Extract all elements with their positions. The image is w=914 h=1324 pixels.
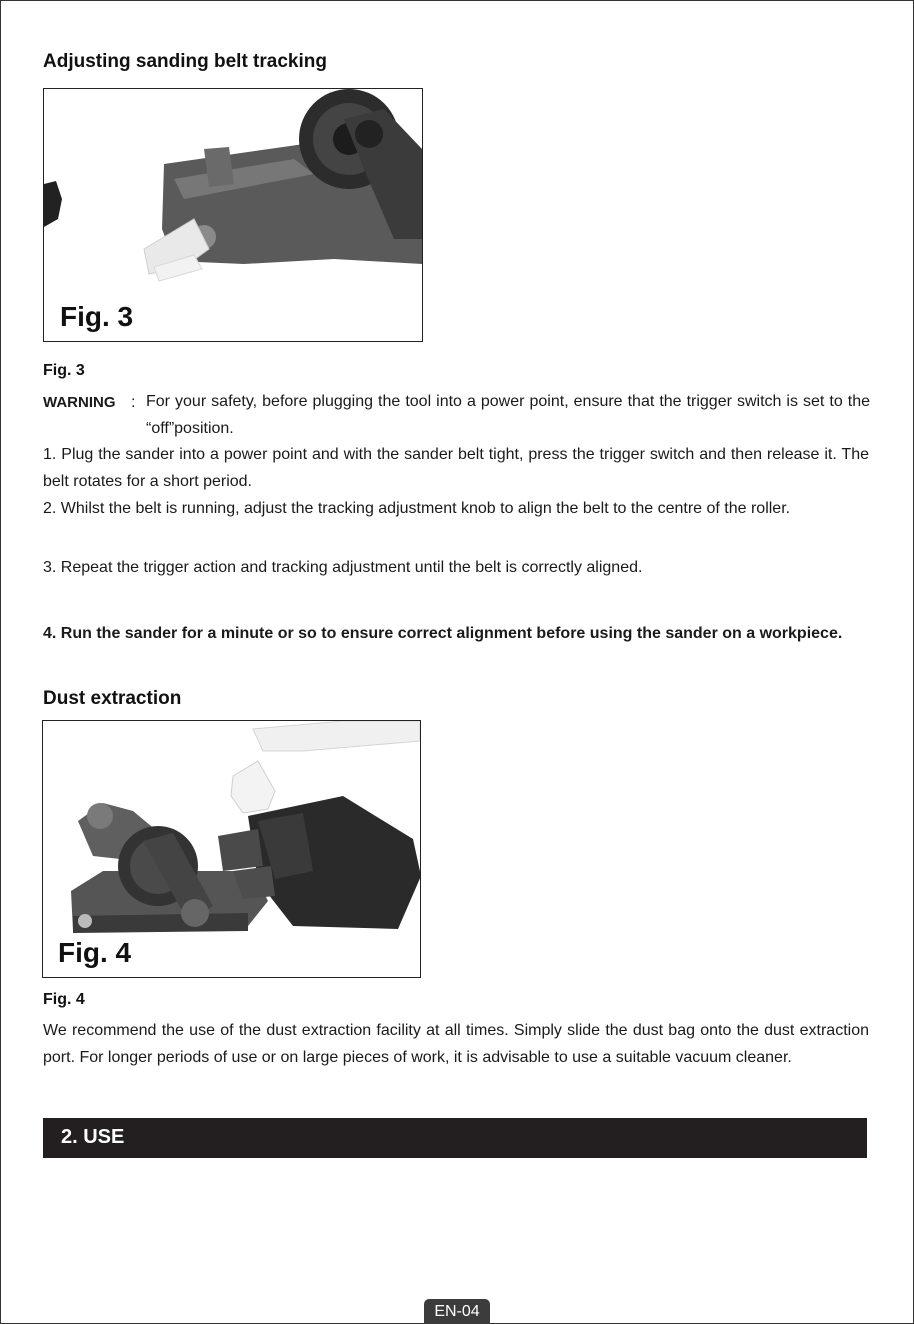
figure-3 [43,88,423,342]
section-bar [43,1118,867,1158]
step-4: 4. Run the sander for a minute or so to ensure correct alignment before using the sander on a workpiece. [43,625,843,642]
dust-heading: Dust extraction [43,688,182,709]
warning-colon: : [131,394,136,411]
figure-3-label: Fig. 3 [60,301,134,332]
dust-paragraph: We recommend the use of the dust extraction facility at all times. Simply slide the dust bag onto the dust extraction port. For longer periods of use or on large pieces of work, it is advisable to use a suitable vacuum cleaner. [43,1022,869,1066]
warning-text: For your safety, before plugging the tool into a power point, ensure that the trigger switch is set to the “off”position. [146,393,870,437]
step-3: 3. Repeat the trigger action and tracking adjustment until the belt is correctly aligned. [43,559,643,576]
figure-4 [42,720,421,978]
page-number: EN-04 [424,1299,490,1324]
warning-label: WARNING [43,394,116,411]
step-1: 1. Plug the sander into a power point and with the sander belt tight, press the trigger switch and then release it. The belt rotates for a short period. [43,446,869,490]
section-bar-title: 2. USE [61,1126,125,1148]
step-2: 2. Whilst the belt is running, adjust the tracking adjustment knob to align the belt to the centre of the roller. [43,500,791,517]
figure-3-caption: Fig. 3 [43,362,85,379]
figure-4-label: Fig. 4 [58,937,132,968]
tracking-heading: Adjusting sanding belt tracking [43,51,327,72]
figure-4-caption: Fig. 4 [43,991,85,1008]
